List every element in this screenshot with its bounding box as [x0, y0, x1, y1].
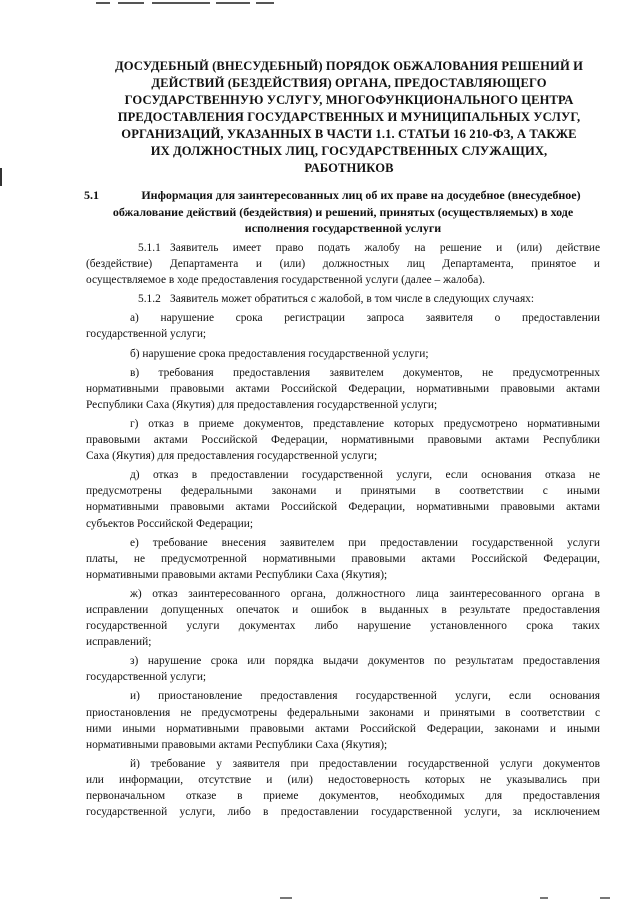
paragraph-number: 5.1.2: [138, 293, 161, 306]
paragraph-5-1-1: [86, 240, 600, 288]
list-item-text: з) нарушение срока или порядка выдачи документов по результатам предоставления: [130, 655, 600, 668]
list-item-g: [86, 416, 600, 464]
list-item-text: г) отказ в приеме документов, представление которых предусмотрено нормативными: [130, 417, 600, 430]
list-item-text: исправлений;: [86, 636, 152, 649]
scan-artifact-left: [0, 168, 2, 186]
paragraph-text: Заявитель может обратиться с жалобой, в том числе в следующих случаях:: [170, 293, 535, 306]
list-item-text: или информации, отсутствие и (или) недостоверность которых не указывались при: [86, 773, 600, 786]
list-item-text: а) нарушение срока регистрации запроса заявителя о предоставлении: [130, 312, 600, 325]
list-item-text: государственной услуги, либо в предоставлении государственной услуги, за исключением: [86, 806, 600, 819]
title-line: ПРЕДОСТАВЛЕНИЯ ГОСУДАРСТВЕННЫХ И МУНИЦИПАЛЬНЫХ УСЛУГ,: [117, 110, 581, 124]
list-item-text: и) приостановление предоставления государственной услуги, если основания: [130, 690, 600, 703]
paragraph-text: Заявитель имеет право подать жалобу на решение и (или) действие: [170, 242, 600, 254]
list-item-text: нормативными правовыми актами Российской Федерации, нормативными правовыми актами: [86, 501, 600, 514]
list-item-text: ж) отказ заинтересованного органа, должностного лица заинтересованного органа в: [130, 587, 600, 600]
list-item-j: [86, 756, 600, 820]
paragraph-number: 5.1.1: [138, 242, 161, 254]
paragraph-text: (бездействие) Департамента и (или) должностных лиц Департамента, принятое и: [86, 258, 600, 271]
list-item-text: приостановления не предусмотрены федеральными законами и принятыми в соответствии с: [86, 706, 600, 719]
list-item-text: нормативными правовыми актами Республики Саха (Якутия);: [86, 568, 388, 581]
title-line: ГОСУДАРСТВЕННУЮ УСЛУГУ, МНОГОФУНКЦИОНАЛЬНОГО ЦЕНТРА: [124, 93, 574, 107]
list-item-z: [86, 653, 600, 685]
section-heading-line: обжалование действий (бездействия) и решений, принятых (осуществляемых) в ходе: [112, 204, 574, 219]
list-item-e: [86, 535, 600, 583]
list-item-i: [86, 688, 600, 752]
list-item-text: предусмотрены федеральными законами и принятыми в соответствии с иными: [86, 485, 600, 498]
list-item-text: государственной услуги;: [86, 671, 207, 684]
paragraph-5-1-2: [86, 291, 600, 307]
list-item-text: правовыми актами Российской Федерации, нормативными правовыми актами Республики: [86, 434, 600, 447]
list-item-text: первоначальном отказе в приеме документов, необходимых для предоставления: [86, 790, 600, 802]
title-line: ДОСУДЕБНЫЙ (ВНЕСУДЕБНЫЙ) ПОРЯДОК ОБЖАЛОВАНИЯ РЕШЕНИЙ И: [114, 59, 583, 73]
list-item-d: [86, 467, 600, 531]
list-item-text: д) отказ в предоставлении государственной услуги, если основания отказа не: [130, 469, 600, 482]
list-item-text: государственной услуги;: [86, 328, 207, 341]
title-line: ИХ ДОЛЖНОСТНЫХ ЛИЦ, ГОСУДАРСТВЕННЫХ СЛУЖАЩИХ,: [150, 144, 548, 158]
list-item-text: в) требования предоставления заявителем документов, не предусмотренных: [130, 366, 600, 379]
document-body: [86, 240, 600, 823]
title-line: ОРГАНИЗАЦИЙ, УКАЗАННЫХ В ЧАСТИ 1.1. СТАТЬИ 16 210-ФЗ, А ТАКЖЕ: [121, 127, 577, 141]
scan-artifact-bottom: [600, 897, 610, 899]
scan-artifact-bottom: [280, 897, 292, 899]
list-item-text: нормативными правовыми актами Российской Федерации, нормативными правовыми актами: [86, 382, 600, 395]
section-heading-line: исполнения государственной услуги: [244, 221, 442, 235]
title-line: РАБОТНИКОВ: [304, 161, 394, 175]
scan-artifact-bottom: [540, 897, 548, 899]
list-item-text: субъектов Российской Федерации;: [86, 517, 253, 530]
list-item-v: [86, 365, 600, 413]
section-number: 5.1: [84, 188, 99, 202]
section-heading-line: Информация для заинтересованных лиц об их праве на досудебное (внесудебное): [141, 188, 581, 202]
title-line: ДЕЙСТВИЙ (БЕЗДЕЙСТВИЯ) ОРГАНА, ПРЕДОСТАВЛЯЮЩЕГО: [151, 76, 547, 90]
list-item-text: Республики Саха (Якутия) для предоставления государственной услуги;: [86, 398, 438, 411]
list-item-text: платы, не предусмотренной нормативными правовыми актами Российской Федерации,: [86, 552, 600, 565]
list-item-zh: [86, 586, 600, 650]
list-item-text: ними иными нормативными правовыми актами Российской Федерации, законами и иными: [86, 722, 600, 735]
list-item-text: государственной услуги документах либо нарушение установленного срока таких: [86, 620, 600, 633]
list-item-text: й) требование у заявителя при предоставлении государственной услуги документов: [130, 757, 600, 770]
section-heading: [84, 187, 602, 237]
list-item-text: Саха (Якутия) для предоставления государственной услуги;: [86, 450, 378, 463]
scan-artifact-top: [96, 2, 296, 5]
paragraph-text: осуществляемое в ходе предоставления государственной услуги (далее – жалоба).: [86, 274, 485, 287]
list-item-a: [86, 310, 600, 342]
list-item-b: [86, 346, 600, 362]
list-item-text: нормативными правовыми актами Республики Саха (Якутия);: [86, 738, 388, 751]
list-item-text: б) нарушение срока предоставления государственной услуги;: [130, 347, 429, 360]
document-title: [100, 58, 598, 177]
list-item-text: исправлении допущенных опечаток и ошибок в выданных в результате предоставления: [86, 603, 600, 616]
list-item-text: е) требование внесения заявителем при предоставлении государственной услуги: [130, 536, 600, 549]
